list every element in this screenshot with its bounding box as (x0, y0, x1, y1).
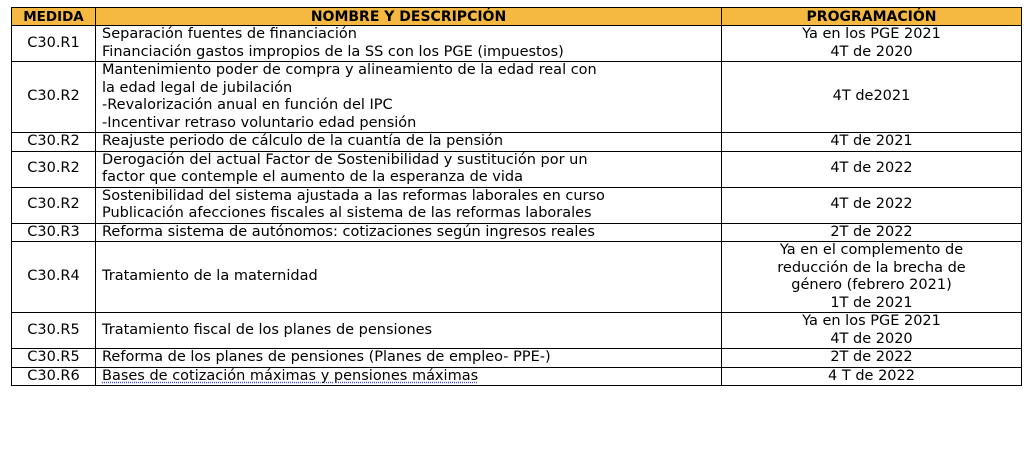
table-row (12, 26, 1022, 62)
measure-description (96, 62, 722, 133)
description-line: la edad legal de jubilación (102, 79, 293, 96)
description-line: Reforma sistema de autónomos: cotizaciones según ingresos reales (102, 223, 595, 240)
measure-description (96, 223, 722, 242)
table-row (12, 349, 1022, 368)
schedule-line: 2T de 2022 (830, 223, 913, 240)
schedule-line: 4T de 2020 (830, 43, 913, 60)
measure-description (96, 313, 722, 349)
schedule-line: 4 T de 2022 (828, 367, 915, 384)
measure-schedule (722, 223, 1022, 242)
measure-schedule (722, 62, 1022, 133)
table-row (12, 242, 1022, 313)
description-line: Reajuste periodo de cálculo de la cuantía de la pensión (102, 133, 504, 149)
header-row (12, 8, 1022, 26)
description-line: -Incentivar retraso voluntario edad pensión (102, 114, 417, 131)
measure-code: C30.R2 (12, 187, 96, 223)
measure-schedule (722, 26, 1022, 62)
table-body (12, 26, 1022, 386)
schedule-line: reducción de la brecha de (777, 259, 966, 276)
table-header (12, 8, 1022, 26)
schedule-line: 1T de 2021 (830, 294, 913, 311)
measure-code: C30.R6 (12, 367, 96, 386)
description-line: Bases de cotización máximas y pensiones máximas (102, 367, 479, 384)
table-row (12, 223, 1022, 242)
description-line: Reforma de los planes de pensiones (Planes de empleo- PPE-) (102, 349, 551, 365)
measure-code: C30.R5 (12, 349, 96, 368)
schedule-line: Ya en los PGE 2021 (802, 26, 941, 42)
table-row (12, 62, 1022, 133)
measure-description (96, 187, 722, 223)
measure-schedule (722, 187, 1022, 223)
measure-code: C30.R2 (12, 151, 96, 187)
measure-description (96, 133, 722, 152)
schedule-line: 4T de2021 (832, 88, 911, 105)
description-line: -Revalorización anual en función del IPC (102, 97, 393, 113)
description-line: Tratamiento de la maternidad (102, 268, 318, 285)
schedule-line: Ya en los PGE 2021 (802, 313, 941, 329)
description-line: Sostenibilidad del sistema ajustada a las reformas laborales en curso (102, 187, 605, 204)
measure-description (96, 349, 722, 368)
description-line: Financiación gastos impropios de la SS con los PGE (impuestos) (102, 43, 564, 60)
table-row (12, 187, 1022, 223)
measure-schedule (722, 242, 1022, 313)
table-row (12, 133, 1022, 152)
measure-code: C30.R4 (12, 242, 96, 313)
measures-table (11, 7, 1022, 386)
description-line: Separación fuentes de financiación (102, 26, 357, 42)
table-row (12, 151, 1022, 187)
description-line: Derogación del actual Factor de Sostenibilidad y sustitución por un (102, 151, 588, 168)
header-nombre: NOMBRE Y DESCRIPCIÓN (96, 8, 722, 26)
description-line: factor que contemple el aumento de la esperanza de vida (102, 169, 524, 185)
measure-description (96, 367, 722, 386)
table-row (12, 313, 1022, 349)
schedule-line: 4T de 2022 (830, 160, 913, 177)
schedule-line: 4T de 2022 (830, 196, 913, 213)
schedule-line: género (febrero 2021) (791, 277, 952, 293)
measure-code: C30.R2 (12, 62, 96, 133)
header-programacion: PROGRAMACIÓN (722, 8, 1022, 26)
measure-description (96, 26, 722, 62)
schedule-line: 4T de 2021 (830, 133, 913, 149)
measure-code: C30.R2 (12, 133, 96, 152)
measure-code: C30.R1 (12, 26, 96, 62)
measure-code: C30.R5 (12, 313, 96, 349)
measure-schedule (722, 349, 1022, 368)
measure-description (96, 151, 722, 187)
description-line: Tratamiento fiscal de los planes de pensiones (102, 321, 433, 338)
header-medida: MEDIDA (12, 8, 96, 26)
measure-schedule (722, 313, 1022, 349)
measure-schedule (722, 151, 1022, 187)
measure-schedule (722, 133, 1022, 152)
table-row (12, 367, 1022, 386)
schedule-line: 4T de 2020 (830, 330, 913, 347)
measure-code: C30.R3 (12, 223, 96, 242)
description-line: Publicación afecciones fiscales al sistema de las reformas laborales (102, 205, 592, 221)
description-line: Mantenimiento poder de compra y alineamiento de la edad real con (102, 62, 597, 78)
schedule-line: Ya en el complemento de (779, 242, 964, 258)
schedule-line: 2T de 2022 (830, 349, 913, 365)
measure-schedule (722, 367, 1022, 386)
measure-description (96, 242, 722, 313)
